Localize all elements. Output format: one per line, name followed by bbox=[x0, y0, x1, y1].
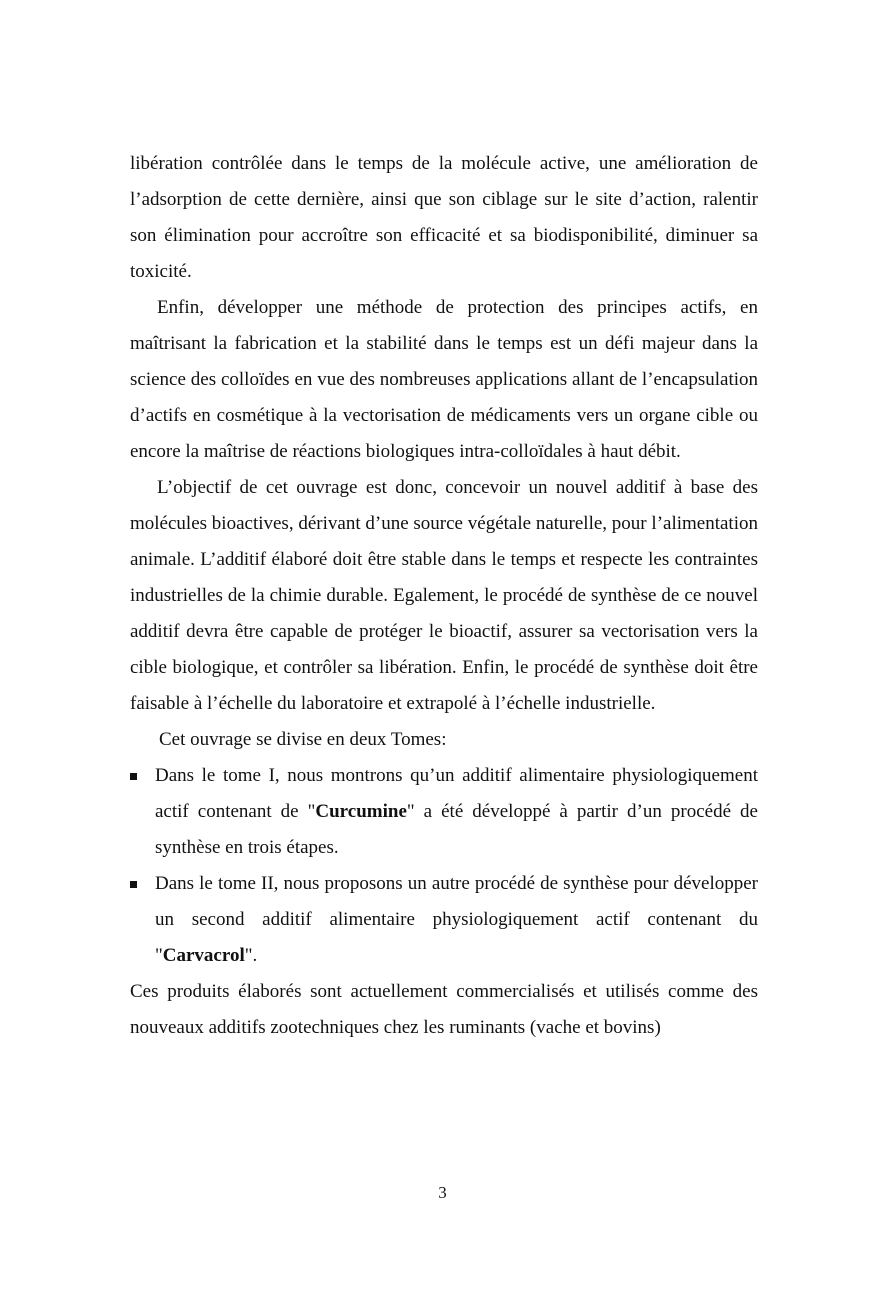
paragraph-closing: Ces produits élaborés sont actuellement commercialisés et utilisés comme des nouveaux additifs zootechniques chez les ruminants (vache et bovins) bbox=[130, 981, 758, 1038]
paragraph-liberation: libération contrôlée dans le temps de la molécule active, une amélioration de l’adsorption de cette dernière, ainsi que son ciblage sur le site d’action, ralentir son élimination pour accroître son efficacité et sa biodisponibilité, diminuer sa toxicité. bbox=[130, 153, 758, 282]
tome-1-text-before: Dans le tome I, nous montrons qu’un additif alimentaire physiologiquement actif contenant de " bbox=[155, 765, 758, 822]
tome-2-text-after: ". bbox=[244, 945, 258, 966]
page-number: 3 bbox=[438, 1183, 447, 1202]
paragraph-objectif: L’objectif de cet ouvrage est donc, concevoir un nouvel additif à base des molécules bioactives, dérivant d’une source végétale naturelle, pour l’alimentation animale. L’additif élaboré doit être stable dans le temps et respecte les contraintes industrielles de la chimie durable. Egalement, le procédé de synthèse de ce nouvel additif devra être capable de protéger le bioactif, assurer sa vectorisation vers la cible biologique, et contrôler sa libération. Enfin, le procédé de synthèse doit être faisable à l’échelle du laboratoire et extrapolé à l’échelle industrielle. bbox=[130, 477, 758, 714]
list-item-tome-1 bbox=[130, 758, 758, 866]
tome-1-text-after: " a été développé à partir d’un procédé de synthèse en trois étapes. bbox=[155, 801, 758, 858]
square-bullet-icon bbox=[130, 881, 137, 888]
tome-2-compound: Carvacrol bbox=[162, 945, 245, 966]
paragraph-tomes-intro: Cet ouvrage se divise en deux Tomes: bbox=[159, 729, 447, 750]
tome-1-compound: Curcumine bbox=[315, 801, 407, 822]
tomes-list bbox=[130, 758, 758, 974]
list-item-tome-2 bbox=[130, 866, 758, 974]
document-page bbox=[130, 146, 758, 1046]
paragraph-protection: Enfin, développer une méthode de protection des principes actifs, en maîtrisant la fabrication et la stabilité dans le temps est un défi majeur dans la science des colloïdes en vue des nombreuses applications allant de l’encapsulation d’actifs en cosmétique à la vectorisation de médicaments vers un organe cible ou encore la maîtrise de réactions biologiques intra-colloïdales à haut débit. bbox=[130, 297, 758, 462]
tome-2-text-before: Dans le tome II, nous proposons un autre procédé de synthèse pour développer un second additif alimentaire physiologiquement actif contenant du " bbox=[155, 873, 758, 966]
square-bullet-icon bbox=[130, 773, 137, 780]
